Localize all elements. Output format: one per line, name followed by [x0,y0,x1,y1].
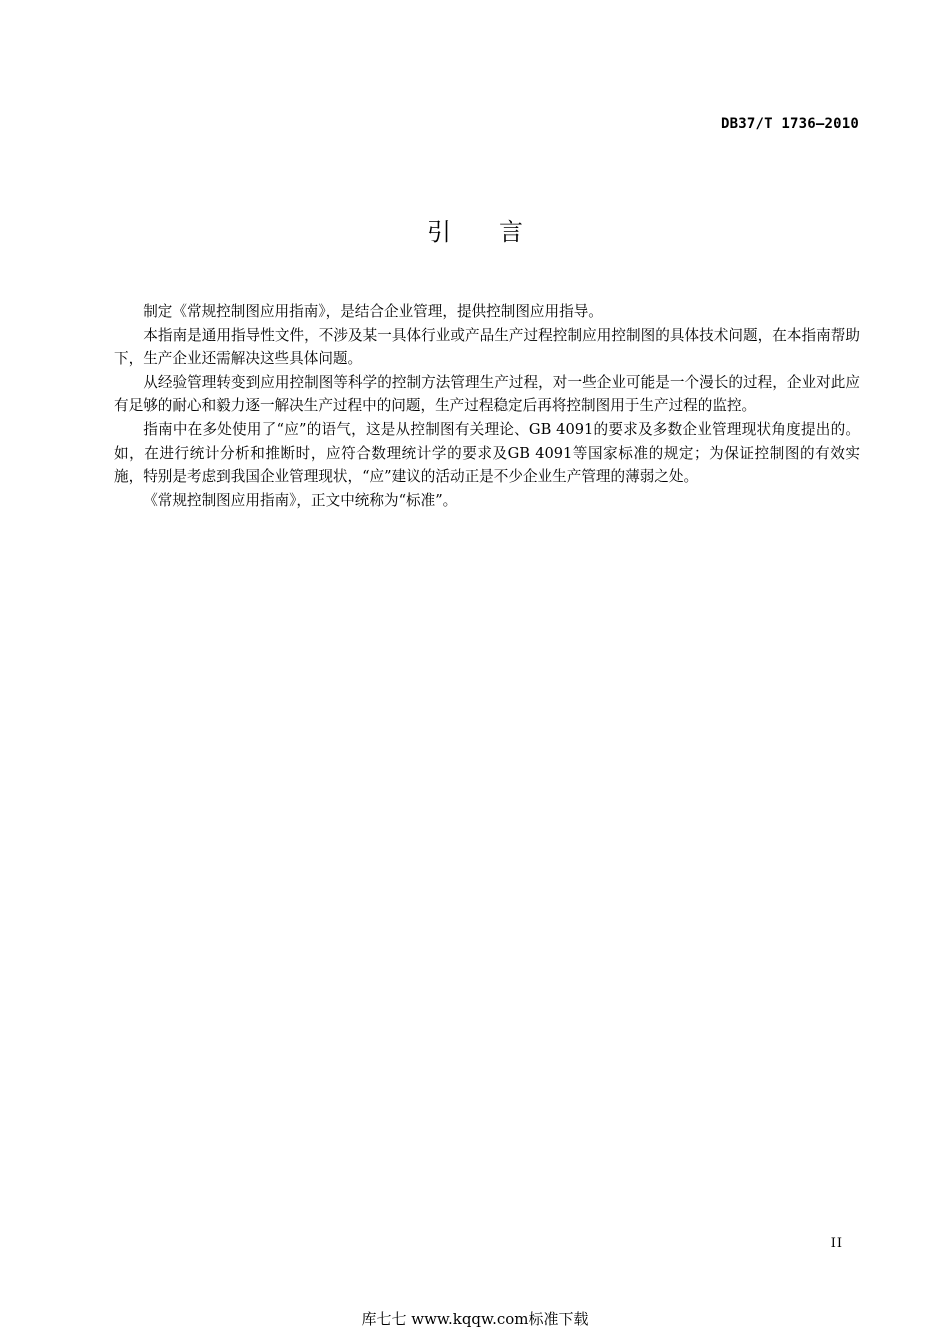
footer-watermark: 库七七 www.kqqw.com标准下载 [361,1310,589,1328]
section-title: 引言 [427,218,571,246]
standard-code: DB37/T 1736—2010 [720,116,859,132]
paragraph: 《常规控制图应用指南》，正文中统称为“标准”。 [143,491,458,509]
page-number: II [830,1236,843,1251]
paragraph: 从经验管理转变到应用控制图等科学的控制方法管理生产过程，对一些企业可能是一个漫长的过程，企业对此应有足够的耐心和毅力逐一解决生产过程中的问题，生产过程稳定后再将控制图用于生产过程的监控。 [114,373,860,415]
paragraph: 本指南是通用指导性文件，不涉及某一具体行业或产品生产过程控制应用控制图的具体技术问题，在本指南帮助下，生产企业还需解决这些具体问题。 [114,326,860,368]
paragraph: 指南中在多处使用了“应”的语气，这是从控制图有关理论、GB 4091的要求及多数企业管理现状角度提出的。如，在进行统计分析和推断时，应符合数理统计学的要求及GB 4091等国家标准的规定；为保证控制图的有效实施，特别是考虑到我国企业管理现状，“应”建议的活动正是不少企业生产管理的薄弱之处。 [114,420,860,486]
body-text [114,300,860,512]
paragraph: 制定《常规控制图应用指南》，是结合企业管理，提供控制图应用指导。 [143,303,603,320]
